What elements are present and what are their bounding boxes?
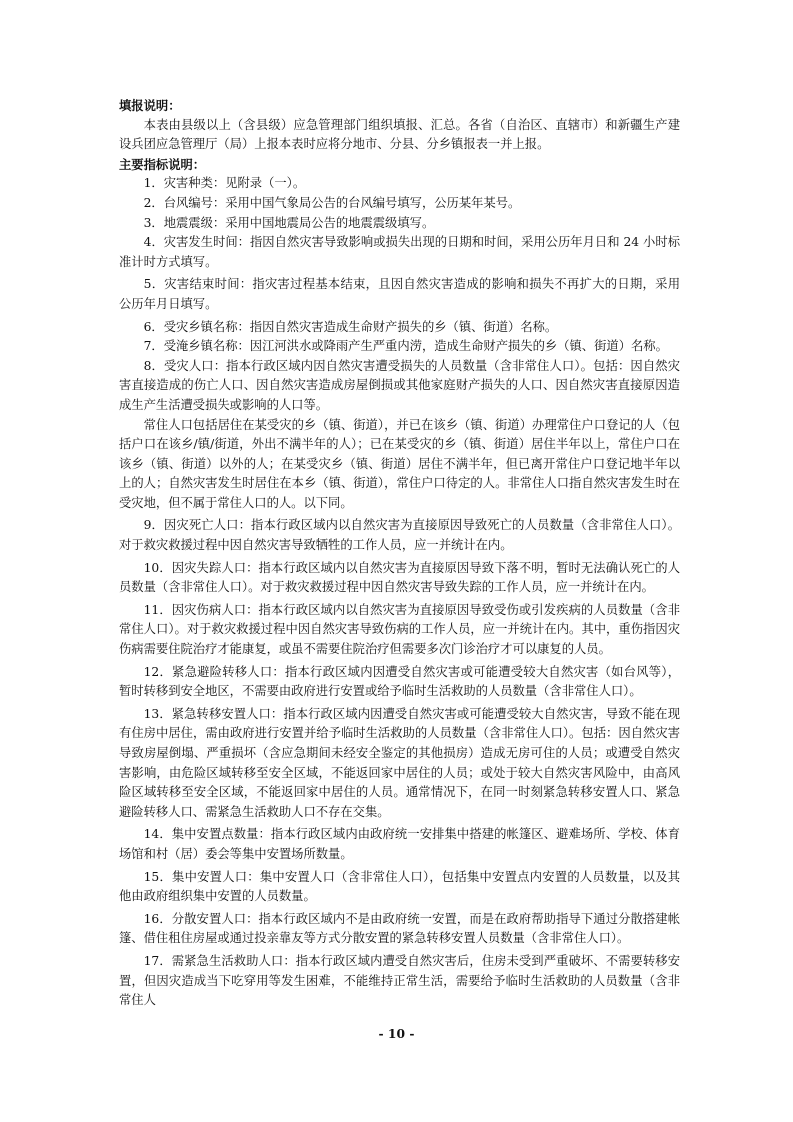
indicator-item: 7．受淹乡镇名称：因江河洪水或降雨产生严重内涝，造成生命财产损失的乡（镇、街道）名称。 (143, 339, 668, 354)
indicator-item: 常住人口包括居住在某受灾的乡（镇、街道），并已在该乡（镇、街道）办理常住户口登记的人（包括户口在该乡/镇/街道，外出不满半年的人）；已在某受灾的乡（镇、街道）居住半年以上，常住户口在该乡（镇、街道）以外的人；在某受灾乡（镇、街道）居住不满半年，但已离开常住户口登记地半年以上的人；自然灾害发生时居住在本乡（镇、街道），常住户口待定的人。非常住人口指自然灾害发生时在受灾地，但不属于常住人口的人。以下同。 (119, 417, 680, 510)
indicator-item: 10．因灾失踪人口：指本行政区域内以自然灾害为直接原因导致下落不明，暂时无法确认死亡的人员数量（含非常住人口）。对于救灾救援过程中因自然灾害导致失踪的工作人员，应一并统计在内。 (119, 560, 680, 595)
indicator-item: 5．灾害结束时间：指灾害过程基本结束，且因自然灾害造成的影响和损失不再扩大的日期，采用公历年月日填写。 (119, 277, 680, 311)
indicator-item: 11．因灾伤病人口：指本行政区域内以自然灾害为直接原因导致受伤或引发疾病的人员数量（含非常住人口）。对于救灾救援过程中因自然灾害导致伤病的工作人员，应一并统计在内。其中，重伤指因灾伤病需要住院治疗才能康复，或虽不需要住院治疗但需要多次门诊治疗才可以康复的人员。 (119, 602, 680, 657)
indicator-item: 16．分散安置人口：指本行政区域内不是由政府统一安置，而是在政府帮助指导下通过分散搭建帐篷、借住租住房屋或通过投亲靠友等方式分散安置的紧急转移安置人员数量（含非常住人口）。 (119, 911, 680, 946)
indicator-item: 13．紧急转移安置人口：指本行政区域内因遭受自然灾害或可能遭受较大自然灾害，导致不能在现有住房中居住，需由政府进行安置并给予临时生活救助的人员数量（含非常住人口）。包括：因自然灾害导致房屋倒塌、严重损坏（含应急期间未经安全鉴定的其他损房）造成无房可住的人员；或遭受自然灾害影响，由危险区域转移至安全区域，不能返回家中居住的人员；或处于较大自然灾害风险中，由高风险区域转移至安全区域，不能返回家中居住的人员。通常情况下，在同一时刻紧急转移安置人口、紧急避险转移人口、需紧急生活救助人口不存在交集。 (119, 706, 680, 819)
indicator-item: 9．因灾死亡人口：指本行政区域内以自然灾害为直接原因导致死亡的人员数量（含非常住人口）。对于救灾救援过程中因自然灾害导致牺牲的工作人员，应一并统计在内。 (119, 518, 680, 553)
indicator-item: 12．紧急避险转移人口：指本行政区域内因遭受自然灾害或可能遭受较大自然灾害（如台风等），暂时转移到安全地区，不需要由政府进行安置或给予临时生活救助的人员数量（含非常住人口）。 (119, 664, 680, 699)
indicator-item: 3．地震震级：采用中国地震局公告的地震震级填写。 (143, 215, 435, 230)
indicator-item: 4．灾害发生时间：指因自然灾害导致影响或损失出现的日期和时间，采用公历年月日和 24 小时标准计时方式填写。 (119, 235, 680, 269)
indicator-item: 1．灾害种类：见附录（一）。 (143, 176, 306, 191)
indicator-heading: 主要指标说明： (119, 156, 206, 172)
indicator-item: 17．需紧急生活救助人口：指本行政区域内遭受自然灾害后，住房未受到严重破坏、不需要转移安置，但因灾造成当下吃穿用等发生困难，不能维持正常生活，需要给予临时生活救助的人员数量（含非常住人 (119, 953, 680, 1008)
indicator-item: 6．受灾乡镇名称：指因自然灾害造成生命财产损失的乡（镇、街道）名称。 (143, 319, 558, 334)
fill-instructions-text: 本表由县级以上（含县级）应急管理部门组织填报、汇总。各省（自治区、直辖市）和新疆生产建设兵团应急管理厅（局）上报本表时应将分地市、分县、分乡镇报表一并上报。 (119, 117, 680, 152)
fill-instructions-heading: 填报说明： (119, 98, 181, 113)
indicator-item: 15．集中安置人口：集中安置人口（含非常住人口），包括集中安置点内安置的人员数量，以及其他由政府组织集中安置的人员数量。 (119, 869, 680, 904)
indicator-item: 2．台风编号：采用中国气象局公告的台风编号填写，公历某年某号。 (143, 195, 521, 210)
document-body (119, 96, 680, 1014)
indicator-item: 8．受灾人口：指本行政区域内因自然灾害遭受损失的人员数量（含非常住人口）。包括：因自然灾害直接造成的伤亡人口、因自然灾害造成房屋倒损或其他家庭财产损失的人口、因自然灾害直接原因造成生产生活遭受损失或影响的人口等。 (119, 358, 680, 412)
page-number: - 10 - (378, 1026, 415, 1041)
indicator-item: 14．集中安置点数量：指本行政区域内由政府统一安排集中搭建的帐篷区、避难场所、学校、体育场馆和村（居）委会等集中安置场所数量。 (119, 827, 680, 861)
